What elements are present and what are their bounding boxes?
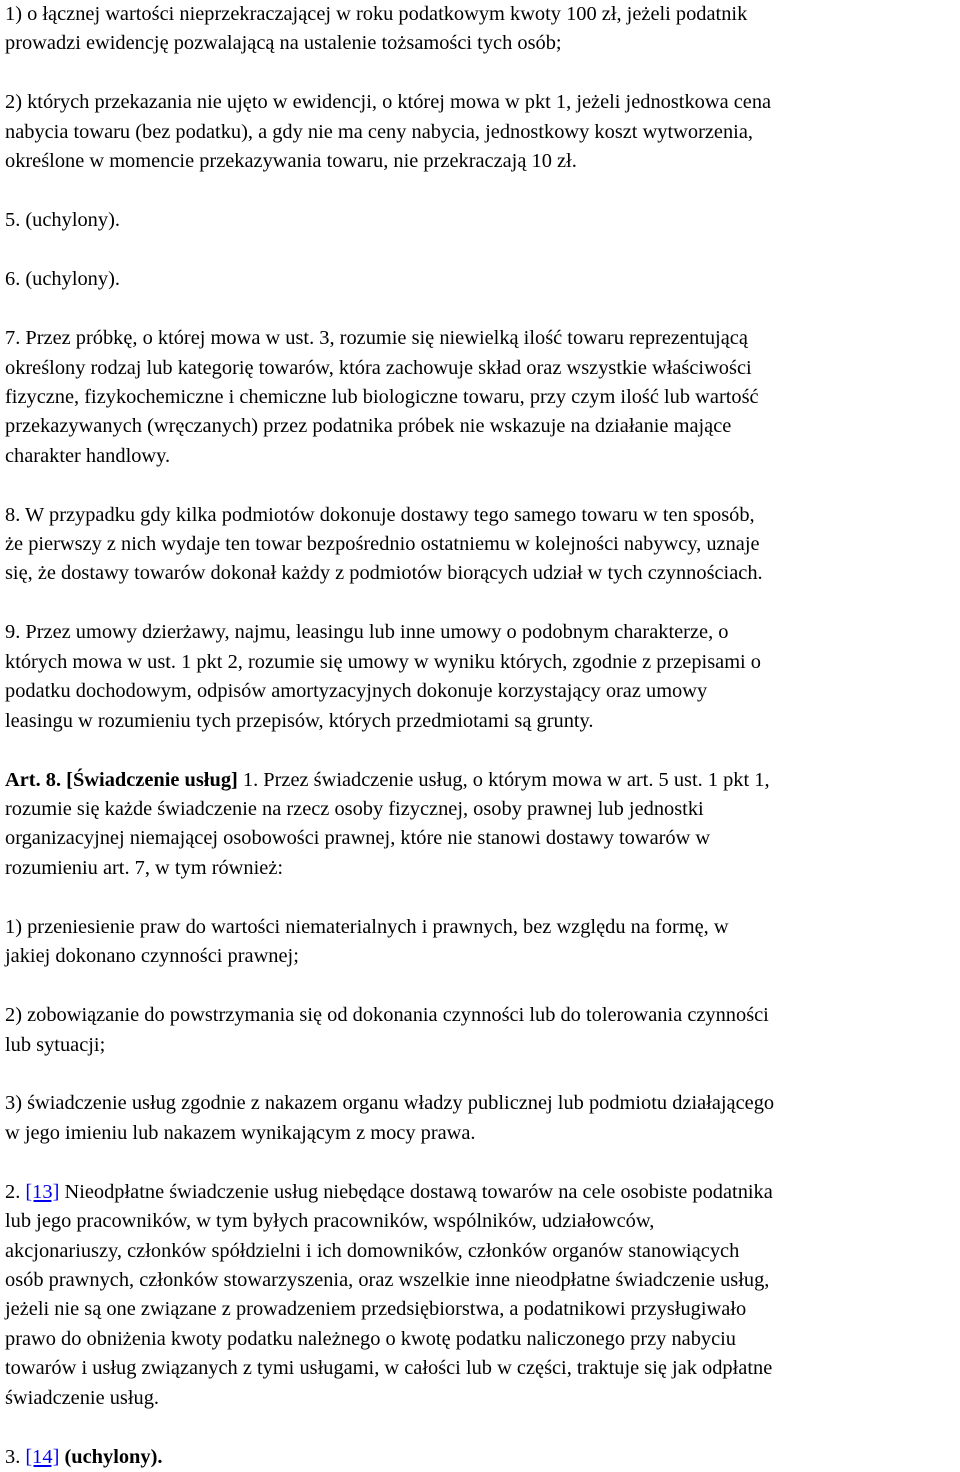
section-number: 3. — [5, 1445, 26, 1468]
text-line: określony rodzaj lub kategorię towarów, która zachowuje skład oraz wszystkie właściwości — [5, 356, 752, 379]
paragraph-9 — [5, 618, 955, 736]
text-line: charakter handlowy. — [5, 444, 171, 467]
paragraph-8 — [5, 501, 955, 589]
paragraph-5 — [5, 206, 955, 235]
text-line: leasingu w rozumieniu tych przepisów, których przedmiotami są grunty. — [5, 709, 594, 732]
section-number: 2. — [5, 1180, 26, 1203]
text-line: 9. Przez umowy dzierżawy, najmu, leasingu lub inne umowy o podobnym charakterze, o — [5, 621, 729, 644]
text-line: 3) świadczenie usług zgodnie z nakazem organu władzy publicznej lub podmiotu działającego — [5, 1092, 775, 1115]
text-line: których mowa w ust. 1 pkt 2, rozumie się umowy w wyniku których, zgodnie z przepisami o — [5, 650, 762, 673]
text-line: przekazywanych (wręczanych) przez podatnika próbek nie wskazuje na działanie mające — [5, 415, 732, 438]
article-number: Art. 8. — [5, 768, 62, 791]
text-line: w jego imieniu lub nakazem wynikającym z mocy prawa. — [5, 1121, 476, 1144]
paragraph-1 — [5, 0, 955, 59]
section-2-first-line — [5, 1178, 955, 1207]
text-line: rozumieniu art. 7, w tym również: — [5, 856, 284, 879]
text-line: 1) o łącznej wartości nieprzekraczającej w roku podatkowym kwoty 100 zł, jeżeli podatnik — [5, 3, 748, 25]
paragraph-6 — [5, 265, 955, 294]
article-title: [Świadczenie usług] — [66, 768, 238, 791]
article-8 — [5, 766, 955, 884]
footnote-link-14[interactable]: [14] — [25, 1445, 60, 1468]
text-line: 1) przeniesienie praw do wartości niematerialnych i prawnych, bez względu na formę, w — [5, 915, 729, 938]
section-3-line — [5, 1443, 955, 1472]
section-3 — [5, 1443, 955, 1472]
text-segment: Nieodpłatne świadczenie usług niebędące dostawą towarów na cele osobiste podatnika — [59, 1180, 773, 1203]
item-2 — [5, 1001, 955, 1060]
text-line: fizyczne, fizykochemiczne i chemiczne lub biologiczne towaru, przy czym ilość lub wartość — [5, 385, 759, 408]
text-line: 5. (uchylony). — [5, 209, 120, 232]
text-line: 2) zobowiązanie do powstrzymania się od dokonania czynności lub do tolerowania czynności — [5, 1004, 769, 1027]
text-line: prawo do obniżenia kwoty podatku należnego o kwotę podatku naliczonego przy nabyciu — [5, 1327, 737, 1350]
item-3 — [5, 1089, 955, 1148]
text-line: jakiej dokonano czynności prawnej; — [5, 945, 299, 968]
text-line: że pierwszy z nich wydaje ten towar bezpośrednio ostatniemu w kolejności nabywcy, uznaje — [5, 533, 760, 556]
text-line: 6. (uchylony). — [5, 268, 120, 291]
text-line: jeżeli nie są one związane z prowadzeniem przedsiębiorstwa, a podatnikowi przysługiwało — [5, 1298, 747, 1321]
text-line: świadczenie usług. — [5, 1386, 160, 1409]
paragraph-2 — [5, 88, 955, 176]
text-line: akcjonariuszy, członków spółdzielni i ich domowników, członków organów stanowiących — [5, 1239, 740, 1262]
section-2 — [5, 1178, 955, 1413]
text-line: organizacyjnej niemającej osobowości prawnej, które nie stanowi dostawy towarów w — [5, 827, 711, 850]
text-line: 7. Przez próbkę, o której mowa w ust. 3, rozumie się niewielką ilość towaru reprezentującą — [5, 327, 748, 350]
text-line: 2) których przekazania nie ujęto w ewidencji, o której mowa w pkt 1, jeżeli jednostkowa cena — [5, 91, 772, 114]
document-body — [5, 0, 955, 1472]
text-line: osób prawnych, członków stowarzyszenia, oraz wszelkie inne nieodpłatne świadczenie usług, — [5, 1269, 770, 1292]
footnote-link-13[interactable]: [13] — [25, 1180, 60, 1203]
text-line: podatku dochodowym, odpisów amortyzacyjnych dokonuje korzystający oraz umowy — [5, 680, 708, 703]
text-line: prowadzi ewidencję pozwalającą na ustalenie tożsamości tych osób; — [5, 32, 562, 55]
item-1 — [5, 913, 955, 972]
text-line: określone w momencie przekazywania towaru, nie przekraczają 10 zł. — [5, 150, 577, 173]
text-line: 8. W przypadku gdy kilka podmiotów dokonuje dostawy tego samego towaru w ten sposób, — [5, 503, 755, 526]
text-segment: 1. Przez świadczenie usług, o którym mowa w art. 5 ust. 1 pkt 1, — [237, 768, 770, 791]
text-line: lub jego pracowników, w tym byłych pracowników, wspólników, udziałowców, — [5, 1210, 655, 1233]
text-line: lub sytuacji; — [5, 1033, 106, 1056]
text-line: towarów i usług związanych z tymi usługami, w całości lub w części, traktuje się jak odpłatne — [5, 1357, 773, 1380]
repealed-label: (uchylony). — [59, 1445, 163, 1468]
text-line: nabycia towaru (bez podatku), a gdy nie ma ceny nabycia, jednostkowy koszt wytworzenia, — [5, 120, 753, 143]
text-line: się, że dostawy towarów dokonał każdy z podmiotów biorących udział w tych czynnościach. — [5, 562, 763, 585]
article-heading-line — [5, 766, 955, 795]
text-line: rozumie się każde świadczenie na rzecz osoby fizycznej, osoby prawnej lub jednostki — [5, 797, 704, 820]
paragraph-7 — [5, 324, 955, 471]
